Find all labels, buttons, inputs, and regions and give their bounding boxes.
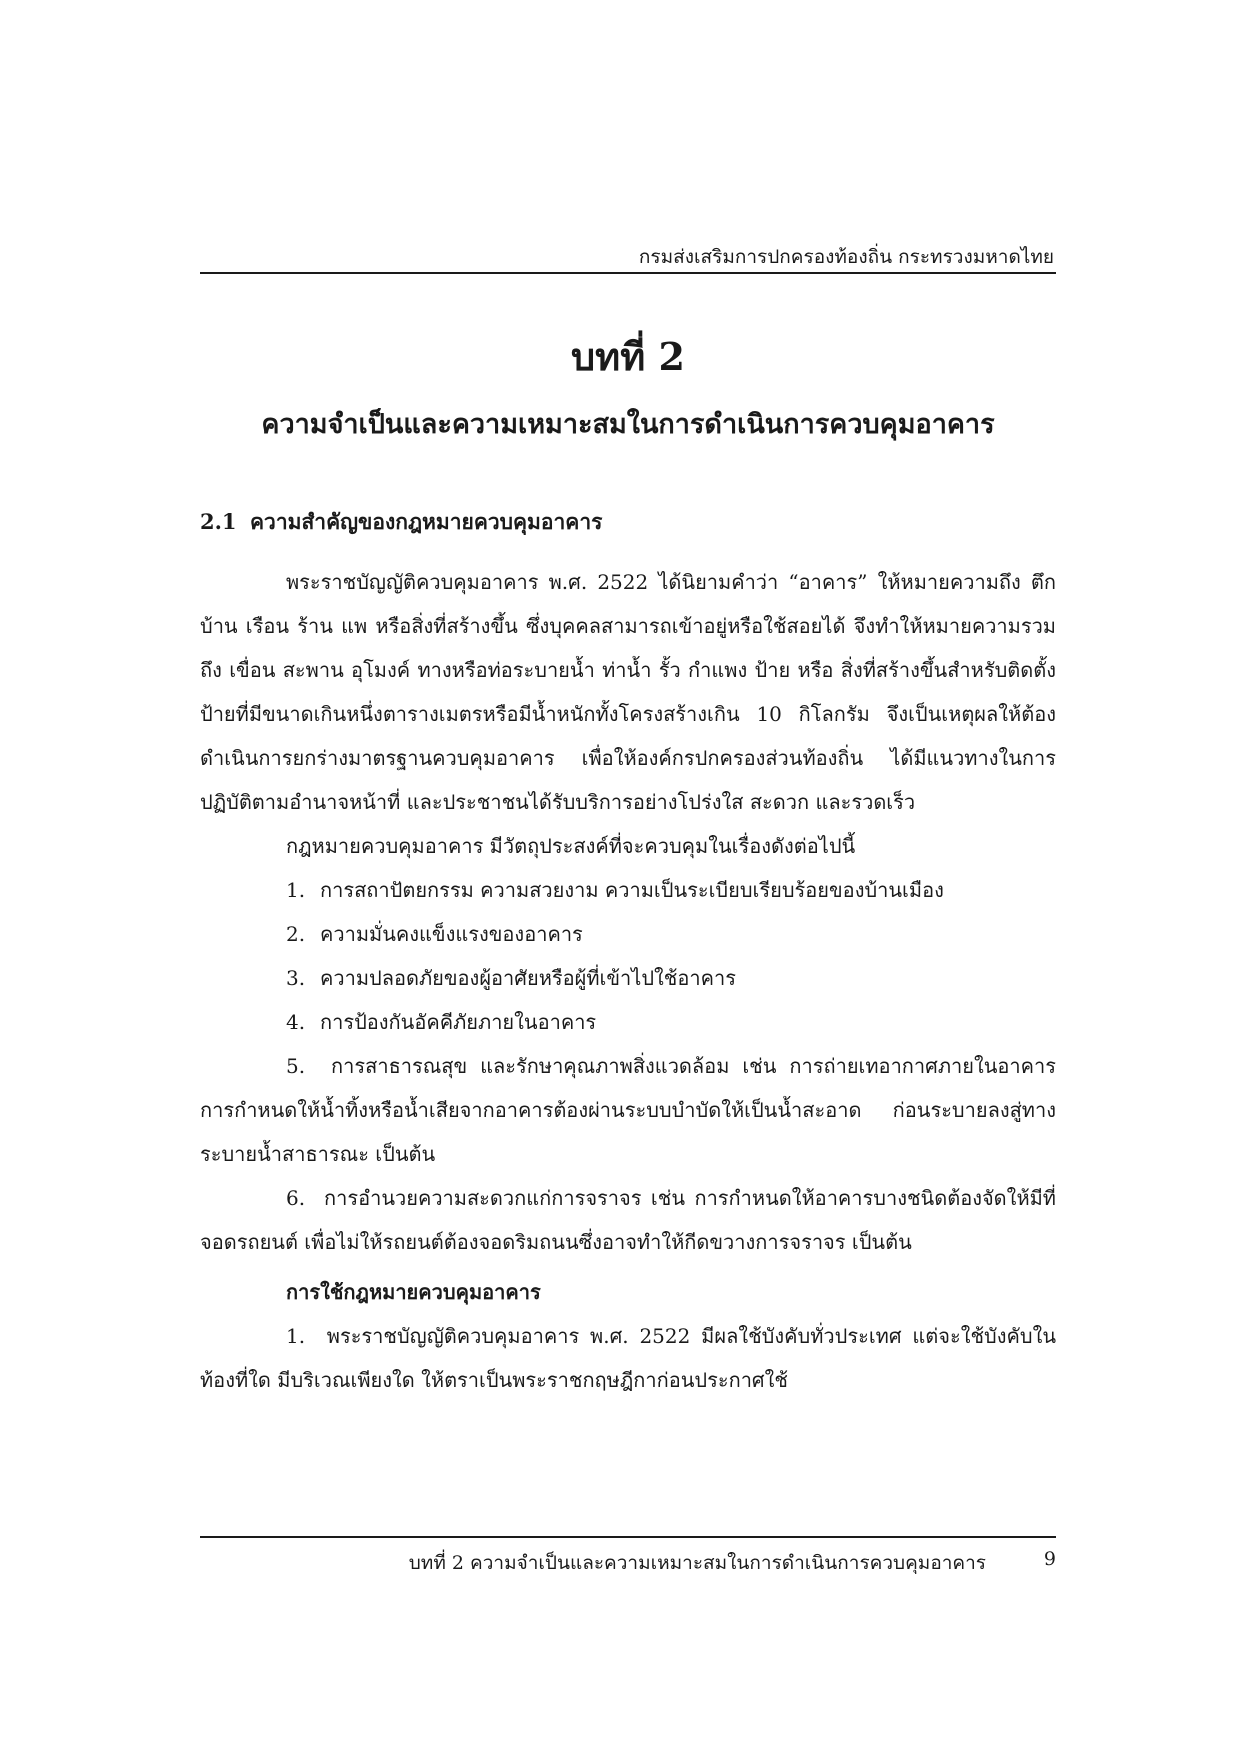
- list-item: [200, 1176, 1056, 1264]
- list-item-number: 2.: [286, 922, 306, 946]
- list-item: [200, 1044, 1056, 1176]
- list-item-text: การสถาปัตยกรรม ความสวยงาม ความเป็นระเบียบเรียบร้อยของบ้านเมือง: [320, 878, 944, 902]
- intro-paragraph: พระราชบัญญัติควบคุมอาคาร พ.ศ. 2522 ได้นิยามคำว่า “อาคาร” ให้หมายความถึง ตึก บ้าน เรือน ร้าน แพ หรือสิ่งที่สร้างขึ้น ซึ่งบุคคลสามารถเข้าอยู่หรือใช้สอยได้ จึงทำให้หมายความรวมถึง เขื่อน สะพาน อุโมงค์ ทางหรือท่อระบายน้ำ ท่าน้ำ รั้ว กำแพง ป้าย หรือ สิ่งที่สร้างขึ้นสำหรับติดตั้งป้ายที่มีขนาดเกินหนึ่งตารางเมตรหรือมีน้ำหนักทั้งโครงสร้างเกิน 10 กิโลกรัม จึงเป็นเหตุผลให้ต้องดำเนินการยกร่างมาตรฐานควบคุมอาคาร เพื่อให้องค์กรปกครองส่วนท้องถิ่น ได้มีแนวทางในการปฏิบัติตามอำนาจหน้าที่ และประชาชนได้รับบริการอย่างโปร่งใส สะดวก และรวดเร็ว: [200, 570, 1056, 814]
- list-item-text: การป้องกันอัคคีภัยภายในอาคาร: [320, 1010, 597, 1034]
- list-item-number: 1.: [286, 878, 306, 902]
- section-number: 2.1: [200, 509, 237, 534]
- section-title: ความสำคัญของกฎหมายควบคุมอาคาร: [250, 509, 603, 534]
- chapter-title: บทที่ 2: [571, 334, 685, 379]
- list-item: [200, 1314, 1056, 1402]
- list-item-text: ความมั่นคงแข็งแรงของอาคาร: [320, 922, 583, 946]
- footer-divider: [200, 1536, 1056, 1538]
- list-item-number: 3.: [286, 966, 306, 990]
- section-heading: [200, 506, 602, 539]
- chapter-subtitle: ความจำเป็นและความเหมาะสมในการดำเนินการควบคุมอาคาร: [261, 409, 995, 440]
- list-item-number: 6.: [286, 1186, 306, 1210]
- list-item-text: ความปลอดภัยของผู้อาศัยหรือผู้ที่เข้าไปใช้อาคาร: [320, 966, 736, 990]
- list-item-number: 1.: [286, 1324, 306, 1348]
- running-footer: บทที่ 2 ความจำเป็นและความเหมาะสมในการดำเนินการควบคุมอาคาร: [408, 1552, 986, 1574]
- list-item-text: พระราชบัญญัติควบคุมอาคาร พ.ศ. 2522 มีผลใช้บังคับทั่วประเทศ แต่จะใช้บังคับในท้องที่ใด มีบริเวณเพียงใด ให้ตราเป็นพระราชกฤษฎีกาก่อนประกาศใช้: [200, 1324, 1057, 1392]
- usage-heading: การใช้กฎหมายควบคุมอาคาร: [286, 1280, 541, 1304]
- list-item-text: การสาธารณสุข และรักษาคุณภาพสิ่งแวดล้อม เช่น การถ่ายเทอากาศภายในอาคาร การกำหนดให้น้ำทิ้งหรือน้ำเสียจากอาคารต้องผ่านระบบบำบัดให้เป็นน้ำสะอาด ก่อนระบายลงสู่ทางระบายน้ำสาธารณะ เป็นต้น: [200, 1054, 1057, 1166]
- list-item: [200, 956, 1056, 1000]
- list-item-number: 5.: [286, 1054, 306, 1078]
- objectives-intro: กฎหมายควบคุมอาคาร มีวัตถุประสงค์ที่จะควบคุมในเรื่องดังต่อไปนี้: [286, 834, 856, 858]
- list-item-text: การอำนวยความสะดวกแก่การจราจร เช่น การกำหนดให้อาคารบางชนิดต้องจัดให้มีที่จอดรถยนต์ เพื่อไม่ให้รถยนต์ต้องจอดริมถนนซึ่งอาจทำให้กีดขวางการจราจร เป็นต้น: [200, 1186, 1056, 1254]
- running-header: กรมส่งเสริมการปกครองท้องถิ่น กระทรวงมหาดไทย: [638, 246, 1054, 268]
- header-divider: [200, 272, 1056, 274]
- body-text: [200, 560, 1056, 1402]
- page-number: 9: [1043, 1548, 1056, 1570]
- list-item: [200, 1000, 1056, 1044]
- list-item: [200, 868, 1056, 912]
- list-item: [200, 912, 1056, 956]
- list-item-number: 4.: [286, 1010, 306, 1034]
